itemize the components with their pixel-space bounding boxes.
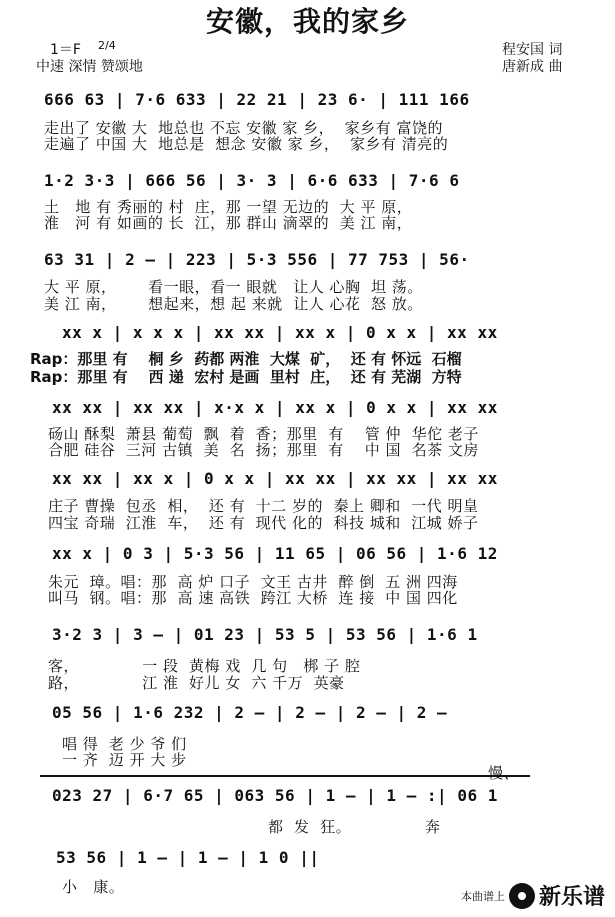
score-line-9: 05 56 | 1·6 232 | 2 – | 2 – | 2 – | 2 – bbox=[52, 703, 448, 722]
logo-brand: 新乐谱 bbox=[538, 885, 605, 910]
lyric-line-9a: 唱 得 老 少 爷 们 bbox=[62, 735, 187, 753]
tempo-slow-mark: 慢、 bbox=[488, 764, 520, 782]
lyric-line-8a: 客， 一 段 黄梅 戏 几 句 梆 子 腔 bbox=[48, 657, 361, 675]
lyric-line-6a: 庄子 曹操 包丞 相， 还 有 十二 岁的 秦上 卿和 一代 明皇 bbox=[48, 497, 479, 515]
composer: 唐新成 曲 bbox=[502, 59, 563, 75]
score-line-3: 63 31 | 2 – | 223 | 5·3 556 | 77 753 | 56· bbox=[44, 250, 470, 269]
score-line-2: 1·2 3·3 | 666 56 | 3· 3 | 6·6 633 | 7·6 6 bbox=[44, 171, 460, 190]
lyric-line-10: 都 发 狂。 奔 bbox=[268, 818, 441, 836]
score-line-7: xx x | 0 3 | 5·3 56 | 11 65 | 06 56 | 1·6 12 bbox=[52, 544, 498, 563]
score-line-4: xx x | x x x | xx xx | xx x | 0 x x | xx xx bbox=[62, 323, 498, 342]
logo-caption: 本曲谱上 bbox=[460, 889, 505, 903]
lyric-line-5b: 合肥 硅谷 三河 古镇 美 名 扬；那里 有 中 国 名茶 文房 bbox=[48, 441, 479, 459]
song-title: 安徽，我的家乡 bbox=[205, 5, 409, 38]
lyric-line-4b: Rap：那里 有 西 递 宏村 是画 里村 庄， 还 有 芜湖 方特 bbox=[30, 368, 462, 386]
divider-line bbox=[40, 775, 530, 777]
lyric-line-2a: 土 地 有 秀丽的 村 庄，那 一望 无边的 大 平 原， bbox=[44, 198, 413, 216]
time-signature: 2/4 bbox=[98, 39, 116, 52]
score-line-8: 3·2 3 | 3 – | 01 23 | 53 5 | 53 56 | 1·6 1 bbox=[52, 625, 478, 644]
score-line-5: xx xx | xx xx | x·x x | xx x | 0 x x | xx xx bbox=[52, 398, 498, 417]
lyric-line-9b: 一 齐 迈 开 大 步 bbox=[62, 751, 187, 769]
lyric-line-11: 小 康。 bbox=[62, 878, 125, 896]
lyric-line-1a: 走出了 安徽 大 地总也 不忘 安徽 家 乡， 家乡有 富饶的 bbox=[44, 119, 443, 137]
score-line-1: 666 63 | 7·6 633 | 22 21 | 23 6· | 111 166 bbox=[44, 90, 470, 109]
lyric-line-1b: 走遍了 中国 大 地总是 想念 安徽 家 乡， 家乡有 清亮的 bbox=[44, 135, 449, 153]
tempo-marking: 中速 深情 赞颂地 bbox=[36, 59, 143, 75]
lyric-line-7b: 叫马 钢。唱：那 高 速 高铁 跨江 大桥 连 接 中 国 四化 bbox=[48, 589, 458, 607]
lyric-line-2b: 淮 河 有 如画的 长 江，那 群山 滴翠的 美 江 南， bbox=[44, 214, 413, 232]
lyric-line-3a: 大 平 原， 看一眼，看一 眼就 让人 心胸 坦 荡。 bbox=[44, 278, 423, 296]
key-signature: 1＝F bbox=[50, 42, 81, 58]
score-line-11: 53 56 | 1 – | 1 – | 1 0 || bbox=[56, 848, 320, 867]
lyric-line-5a: 砀山 酥梨 萧县 葡萄 飘 着 香；那里 有 管 仲 华佗 老子 bbox=[48, 425, 479, 443]
lyric-line-4a: Rap：那里 有 桐 乡 药都 两淮 大煤 矿， 还 有 怀远 石榴 bbox=[30, 350, 462, 368]
record-disc-icon bbox=[509, 883, 535, 909]
lyric-line-6b: 四宝 奇瑞 江淮 车， 还 有 现代 化的 科技 城和 江城 娇子 bbox=[48, 514, 479, 532]
lyricist: 程安国 词 bbox=[502, 42, 563, 58]
watermark-logo bbox=[461, 880, 605, 911]
score-line-10: 023 27 | 6·7 65 | 063 56 | 1 – | 1 – :| 06 1 bbox=[52, 786, 498, 805]
lyric-line-3b: 美 江 南， 想起来，想 起 来就 让人 心花 怒 放。 bbox=[44, 295, 423, 313]
score-line-6: xx xx | xx x | 0 x x | xx xx | xx xx | xx xx bbox=[52, 469, 498, 488]
lyric-line-7a: 朱元 璋。唱：那 高 炉 口子 文王 古井 醉 倒 五 洲 四海 bbox=[48, 573, 458, 591]
lyric-line-8b: 路， 江 淮 好儿 女 六 千万 英豪 bbox=[48, 674, 345, 692]
